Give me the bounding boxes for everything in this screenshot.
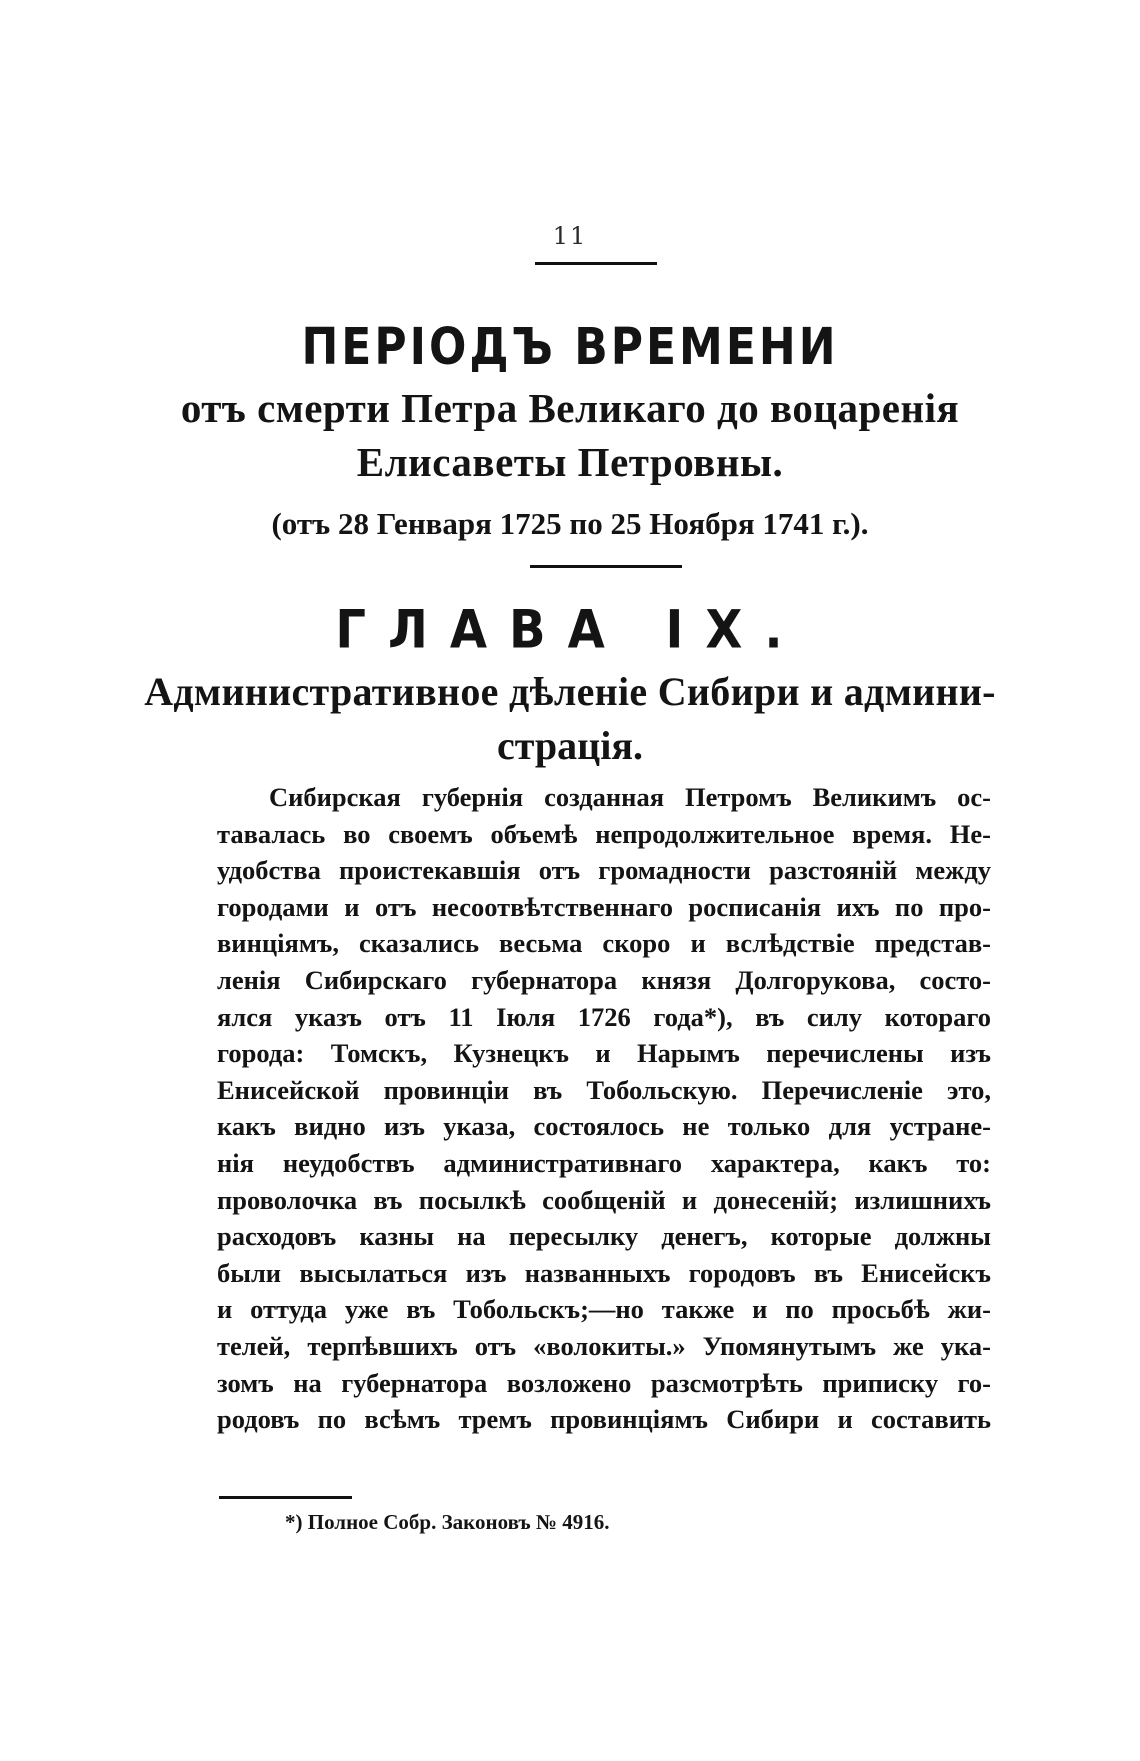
page-number: 11 [552, 222, 588, 250]
body-paragraph [217, 779, 991, 1438]
body-line: городами и отъ несоотвѣтственнаго росписанія ихъ по про- [217, 891, 991, 922]
body-line: и оттуда уже въ Тобольскъ;—но также и по просьбѣ жи- [217, 1294, 991, 1325]
footnote: *) Полное Собр. Законовъ № 4916. [285, 1510, 610, 1534]
body-line: зомъ на губернатора возложено разсмотрѣть приписку го- [217, 1367, 991, 1398]
body-line: тавалась во своемъ объемѣ непродолжительное время. Не- [217, 818, 991, 849]
body-line: телей, терпѣвшихъ отъ «волокиты.» Упомянутымъ же ука- [217, 1330, 991, 1361]
body-line: были высылаться изъ названныхъ городовъ въ Енисейскъ [217, 1257, 991, 1288]
page-number-rule [535, 262, 657, 265]
body-line: родовъ по всѣмъ тремъ провинціямъ Сибири и составить [217, 1404, 991, 1435]
chapter-subtitle-line-1: Административное дѣленіе Сибири и админи- [144, 669, 996, 714]
body-line: винціямъ, сказались весьма скоро и вслѣдствіе представ- [217, 928, 991, 959]
body-line: проволочка въ посылкѣ сообщеній и донесеній; излишнихъ [217, 1184, 991, 1215]
period-subtitle-line-2: Елисаветы Петровны. [356, 439, 784, 485]
body-line: нія неудобствъ административнаго характера, какъ то: [217, 1147, 991, 1178]
body-line: Енисейской провинціи въ Тобольскую. Перечисленіе это, [217, 1074, 991, 1105]
chapter-subtitle-line-2: страція. [497, 723, 643, 768]
period-title: ПЕРІОДЪ ВРЕМЕНИ [301, 318, 839, 377]
chapter-title: ГЛАВА IX. [335, 599, 805, 661]
body-line: расходовъ казны на пересылку денегъ, которые должны [217, 1221, 991, 1252]
period-subtitle-line-1: отъ смерти Петра Великаго до воцаренія [180, 385, 960, 431]
period-dates: (отъ 28 Генваря 1725 по 25 Ноября 1741 г.). [271, 506, 869, 541]
body-line: удобства проистекавшія отъ громадности разстояній между [217, 855, 991, 886]
body-line: города: Томскъ, Кузнецкъ и Нарымъ перечислены изъ [217, 1038, 991, 1069]
footnote-rule [219, 1496, 352, 1499]
body-line: ялся указъ отъ 11 Іюля 1726 года*), въ силу котораго [217, 1001, 991, 1032]
body-line: Сибирская губернія созданная Петромъ Великимъ ос- [269, 782, 991, 812]
section-divider-rule [530, 565, 682, 568]
body-line: какъ видно изъ указа, состоялось не только для устране- [217, 1111, 991, 1142]
body-line: ленія Сибирскаго губернатора князя Долгорукова, состо- [217, 964, 991, 995]
